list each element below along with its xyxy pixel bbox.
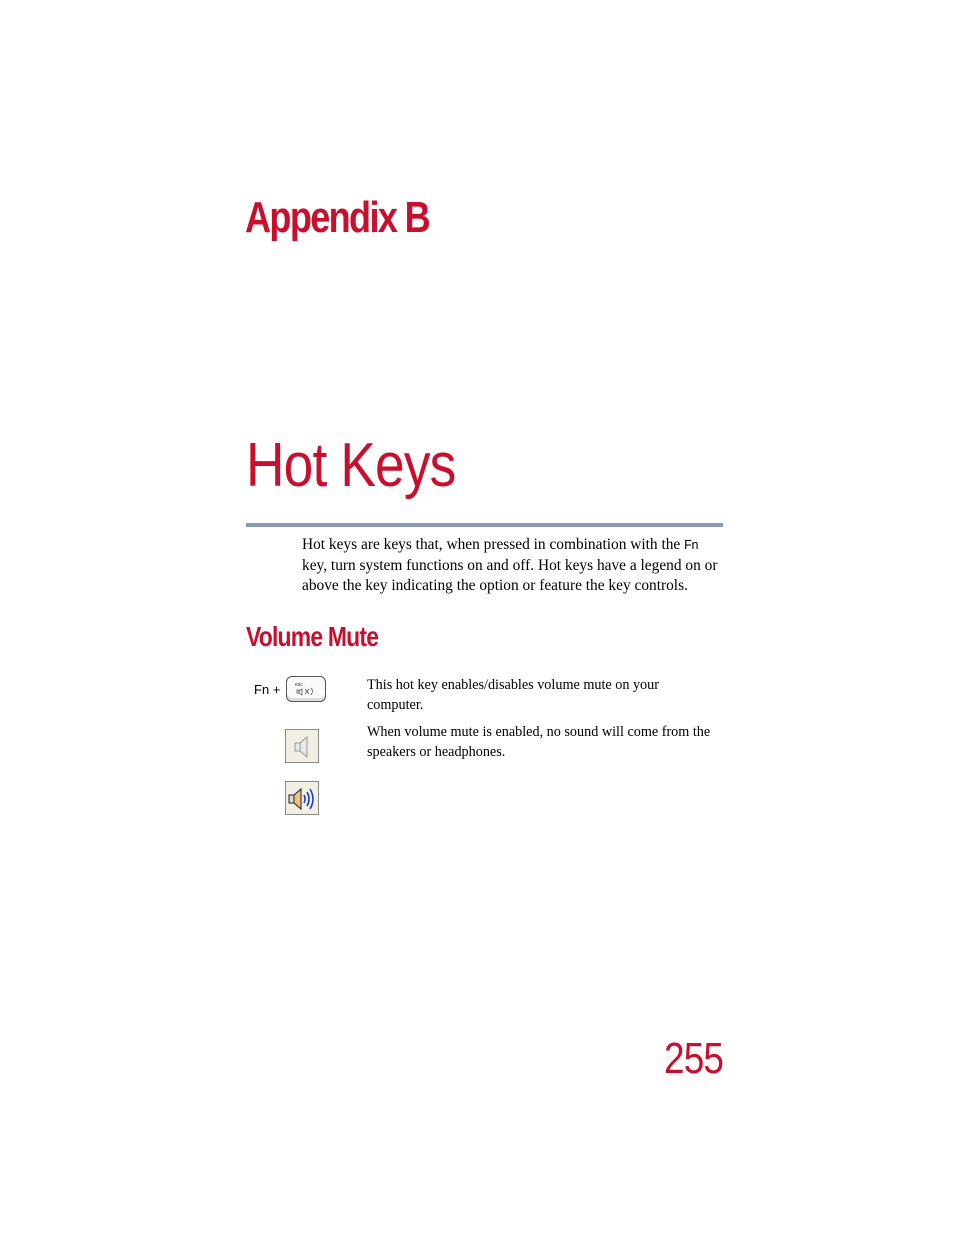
section-heading: Volume Mute [246,621,379,652]
title-divider [246,523,723,527]
description-toggle: This hot key enables/disables volume mute on your computer. [367,677,659,713]
intro-text-1: Hot keys are keys that, when pressed in combination with the [302,536,685,553]
description-muted: When volume mute is enabled, no sound will come from the speakers or headphones. [367,724,711,760]
hotkey-combo [254,676,326,702]
page-number: 255 [664,1034,724,1083]
speaker-sound-icon [285,781,319,815]
hotkey-prefix: Fn + [254,681,281,697]
fn-key-label: Fn [684,538,699,552]
intro-text-2: key, turn system functions on and off. Hot keys have a legend on or above the key indicating the option or feature the key controls. [302,556,718,594]
chapter-title: Hot Keys [246,431,456,500]
appendix-label: Appendix B [245,193,430,242]
intro-paragraph [302,535,727,597]
svg-text:esc: esc [295,682,304,688]
speaker-muted-icon [285,729,319,763]
esc-key-icon [286,676,326,702]
